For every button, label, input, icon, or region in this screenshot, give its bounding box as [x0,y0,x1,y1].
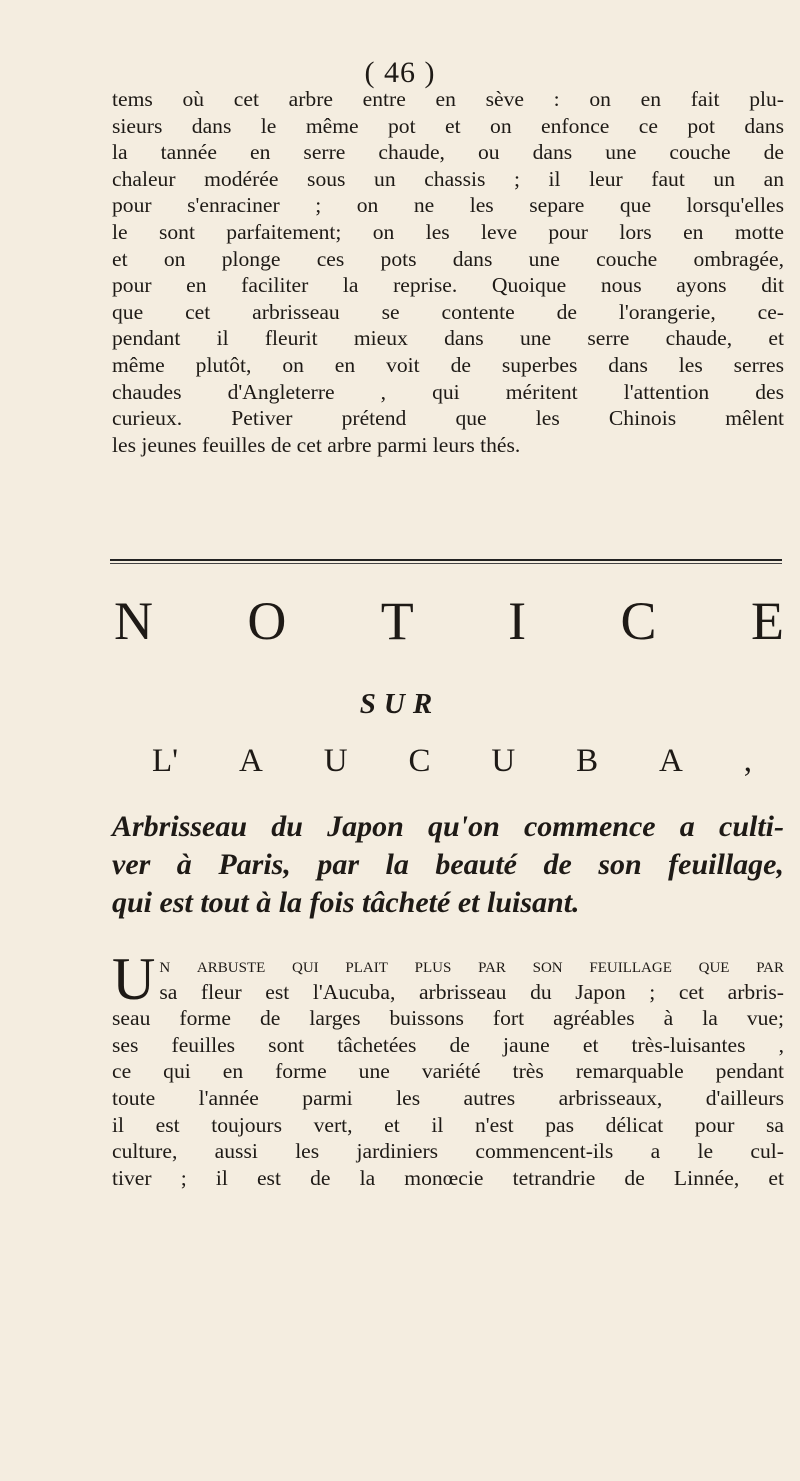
section-divider [110,559,782,564]
heading-letter: U [491,743,516,779]
text-line: que cet arbrisseau se contente de l'orangerie, ce- [112,299,784,324]
text-line: il est toujours vert, et il n'est pas délicat pour sa [112,1112,784,1137]
text-line: chaleur modérée sous un chassis ; il leur faut un an [112,166,784,191]
text-line: culture, aussi les jardiniers commencent-ils a le cul- [112,1139,784,1164]
aucuba-heading [152,745,752,778]
heading-letter: I [508,591,527,651]
paragraph-two [112,946,784,1191]
text-line: curieux. Petiver prétend que les Chinois mêlent [112,406,784,431]
text-line: pendant il fleurit mieux dans une serre chaude, et [112,326,784,351]
text-line: le sont parfaitement; on les leve pour lors en motte [112,219,784,244]
heading-letter: B [576,743,599,779]
text-line: et on plonge ces pots dans une couche ombragée, [112,246,784,271]
sur-heading: SUR [359,688,441,720]
text-line: sieurs dans le même pot et on enfonce ce pot dans [112,113,784,138]
subtitle-line: ver à Paris, par la beauté de son feuillage, [112,848,784,881]
heading-letter: A [659,743,683,779]
page-number: ( 46 ) [364,56,436,89]
text-line: tiver ; il est de la monœcie tetrandrie de Linnée, et [112,1165,784,1190]
notice-heading [114,591,784,651]
notice-subtitle [112,808,784,922]
subtitle-line: Arbrisseau du Japon qu'on commence a culti- [112,810,784,843]
heading-letter: C [620,591,657,651]
text-line: chaudes d'Angleterre , qui méritent l'attention des [112,379,784,404]
heading-letter: C [408,743,431,779]
text-line: tems où cet arbre entre en sève : on en fait plu- [112,87,784,111]
text-line: toute l'année parmi les autres arbrisseaux, d'ailleurs [112,1085,784,1110]
subtitle-line: qui est tout à la fois tâcheté et luisant. [112,886,580,919]
text-line: pour s'enraciner ; on ne les separe que lorsqu'elles [112,193,784,218]
text-line: ses feuilles sont tâchetées de jaune et très-luisantes , [112,1032,784,1057]
heading-letter: T [380,591,414,651]
drop-cap: U [112,946,156,1012]
heading-letter: N [114,591,153,651]
text-line: n arbuste qui plait plus par son feuillage que par [159,953,784,977]
text-line: ce qui en forme une variété très remarquable pendant [112,1059,784,1084]
text-line: seau forme de larges buissons fort agréables à la vue; [112,1006,784,1031]
text-line: les jeunes feuilles de cet arbre parmi leurs thés. [112,432,521,457]
heading-letter: U [323,743,348,779]
heading-letter: A [239,743,263,779]
text-line: sa fleur est l'Aucuba, arbrisseau du Japon ; cet arbris- [159,979,784,1004]
paragraph-one [112,86,784,458]
text-line: pour en faciliter la reprise. Quoique nous ayons dit [112,273,784,298]
text-line: la tannée en serre chaude, ou dans une couche de [112,140,784,165]
text-line: même plutôt, on en voit de superbes dans les serres [112,352,784,377]
heading-letter: E [750,591,784,651]
heading-letter: L' [152,743,179,779]
heading-letter: , [743,743,752,779]
heading-letter: O [247,591,287,651]
